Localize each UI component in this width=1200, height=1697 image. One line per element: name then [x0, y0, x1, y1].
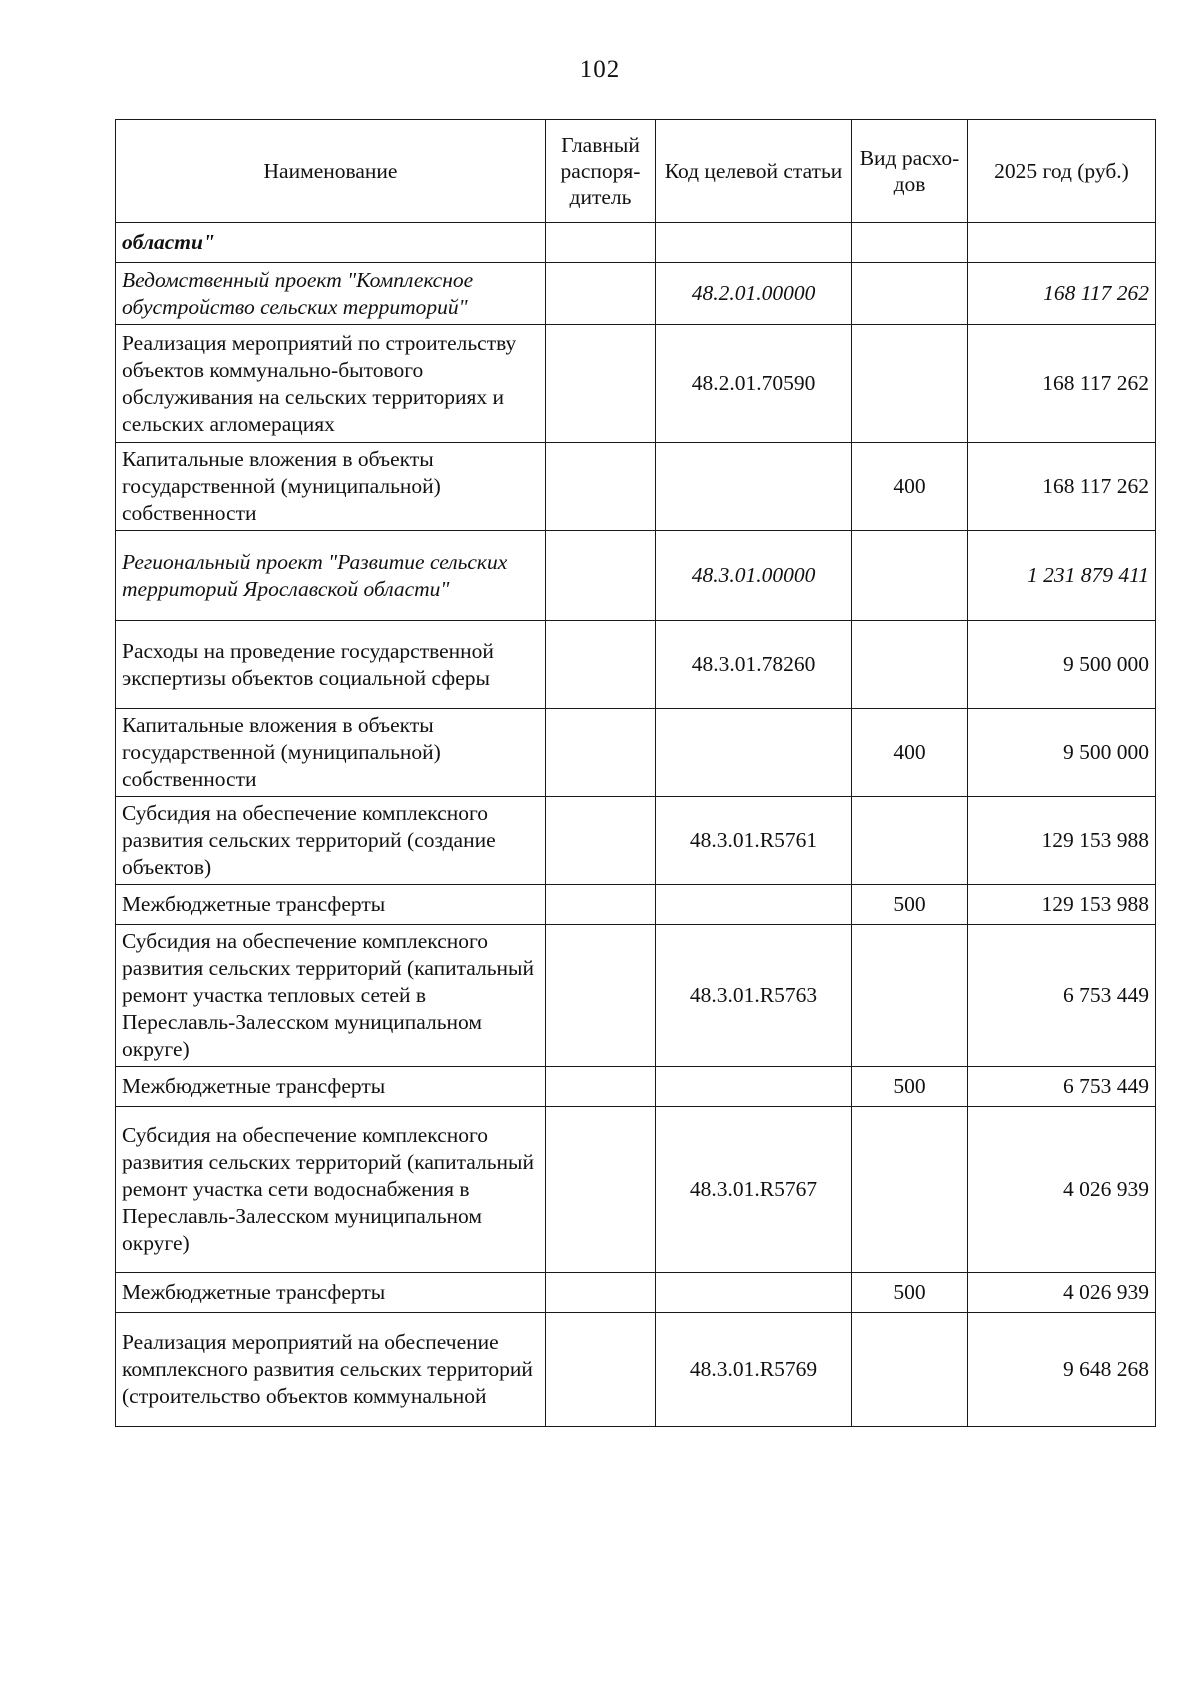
header-type: Вид расхо-дов [852, 120, 968, 223]
table-row [116, 709, 1156, 797]
cell-code: 48.3.01.R5769 [656, 1313, 852, 1427]
table-row [116, 1107, 1156, 1273]
cell-type [852, 263, 968, 325]
cell-name: Субсидия на обеспечение комплексного развития сельских территорий (капитальный ремонт участка сети водоснабжения в Переславль-Залесском муниципальном округе) [116, 1107, 546, 1273]
cell-amount: 168 117 262 [968, 325, 1156, 443]
cell-name: Реализация мероприятий по строительству объектов коммунально-бытового обслуживания на сельских территориях и сельских агломерациях [116, 325, 546, 443]
cell-name: Ведомственный проект "Комплексное обустройство сельских территорий" [116, 263, 546, 325]
cell-amount: 9 500 000 [968, 709, 1156, 797]
cell-name: Расходы на проведение государственной экспертизы объектов социальной сферы [116, 621, 546, 709]
table-row [116, 1313, 1156, 1427]
cell-code: 48.3.01.78260 [656, 621, 852, 709]
table-row [116, 1273, 1156, 1313]
cell-type [852, 1107, 968, 1273]
cell-type [852, 1313, 968, 1427]
cell-name: Капитальные вложения в объекты государственной (муниципальной) собственности [116, 443, 546, 531]
cell-amount: 129 153 988 [968, 797, 1156, 885]
cell-name: Межбюджетные трансферты [116, 1273, 546, 1313]
cell-amount: 9 500 000 [968, 621, 1156, 709]
cell-type [852, 925, 968, 1067]
cell-name: Капитальные вложения в объекты государственной (муниципальной) собственности [116, 709, 546, 797]
cell-name: Субсидия на обеспечение комплексного развития сельских территорий (создание объектов) [116, 797, 546, 885]
cell-manager [546, 885, 656, 925]
cell-type [852, 325, 968, 443]
cell-amount [968, 223, 1156, 263]
cell-manager [546, 263, 656, 325]
cell-amount: 6 753 449 [968, 925, 1156, 1067]
cell-manager [546, 1107, 656, 1273]
table-row [116, 531, 1156, 621]
cell-code: 48.2.01.00000 [656, 263, 852, 325]
cell-manager [546, 1067, 656, 1107]
cell-manager [546, 443, 656, 531]
table-row [116, 443, 1156, 531]
table-row [116, 885, 1156, 925]
table-row [116, 797, 1156, 885]
cell-manager [546, 621, 656, 709]
cell-code: 48.3.01.R5767 [656, 1107, 852, 1273]
table-body [116, 223, 1156, 1427]
cell-code [656, 1273, 852, 1313]
cell-code: 48.3.01.00000 [656, 531, 852, 621]
cell-code [656, 223, 852, 263]
table-row [116, 223, 1156, 263]
header-code: Код целевой статьи [656, 120, 852, 223]
cell-type: 500 [852, 885, 968, 925]
cell-code [656, 885, 852, 925]
cell-type: 500 [852, 1273, 968, 1313]
cell-code: 48.3.01.R5761 [656, 797, 852, 885]
table-row [116, 325, 1156, 443]
table-row [116, 263, 1156, 325]
cell-code: 48.3.01.R5763 [656, 925, 852, 1067]
budget-table [115, 119, 1156, 1427]
cell-code [656, 443, 852, 531]
cell-type: 400 [852, 443, 968, 531]
table-row [116, 1067, 1156, 1107]
cell-amount: 1 231 879 411 [968, 531, 1156, 621]
cell-amount: 9 648 268 [968, 1313, 1156, 1427]
cell-code [656, 1067, 852, 1107]
header-manager: Главный распоря-дитель [546, 120, 656, 223]
cell-amount: 168 117 262 [968, 263, 1156, 325]
cell-amount: 6 753 449 [968, 1067, 1156, 1107]
header-row [116, 120, 1156, 223]
cell-manager [546, 1313, 656, 1427]
cell-manager [546, 797, 656, 885]
cell-type [852, 223, 968, 263]
cell-name: Межбюджетные трансферты [116, 1067, 546, 1107]
cell-type: 500 [852, 1067, 968, 1107]
cell-amount: 168 117 262 [968, 443, 1156, 531]
cell-name: области" [116, 223, 546, 263]
header-name: Наименование [116, 120, 546, 223]
cell-amount: 4 026 939 [968, 1107, 1156, 1273]
cell-manager [546, 1273, 656, 1313]
cell-name: Субсидия на обеспечение комплексного развития сельских территорий (капитальный ремонт участка тепловых сетей в Переславль-Залесском муниципальном округе) [116, 925, 546, 1067]
table-row [116, 621, 1156, 709]
cell-name: Реализация мероприятий на обеспечение комплексного развития сельских территорий (строительство объектов коммунальной [116, 1313, 546, 1427]
cell-amount: 4 026 939 [968, 1273, 1156, 1313]
cell-type [852, 621, 968, 709]
cell-manager [546, 325, 656, 443]
header-amount: 2025 год (руб.) [968, 120, 1156, 223]
cell-manager [546, 223, 656, 263]
cell-type: 400 [852, 709, 968, 797]
table-header [116, 120, 1156, 223]
table-row [116, 925, 1156, 1067]
cell-manager [546, 709, 656, 797]
cell-manager [546, 531, 656, 621]
cell-code [656, 709, 852, 797]
cell-type [852, 797, 968, 885]
cell-type [852, 531, 968, 621]
cell-amount: 129 153 988 [968, 885, 1156, 925]
cell-code: 48.2.01.70590 [656, 325, 852, 443]
cell-manager [546, 925, 656, 1067]
cell-name: Межбюджетные трансферты [116, 885, 546, 925]
cell-name: Региональный проект "Развитие сельских территорий Ярославской области" [116, 531, 546, 621]
page-number: 102 [579, 56, 621, 83]
